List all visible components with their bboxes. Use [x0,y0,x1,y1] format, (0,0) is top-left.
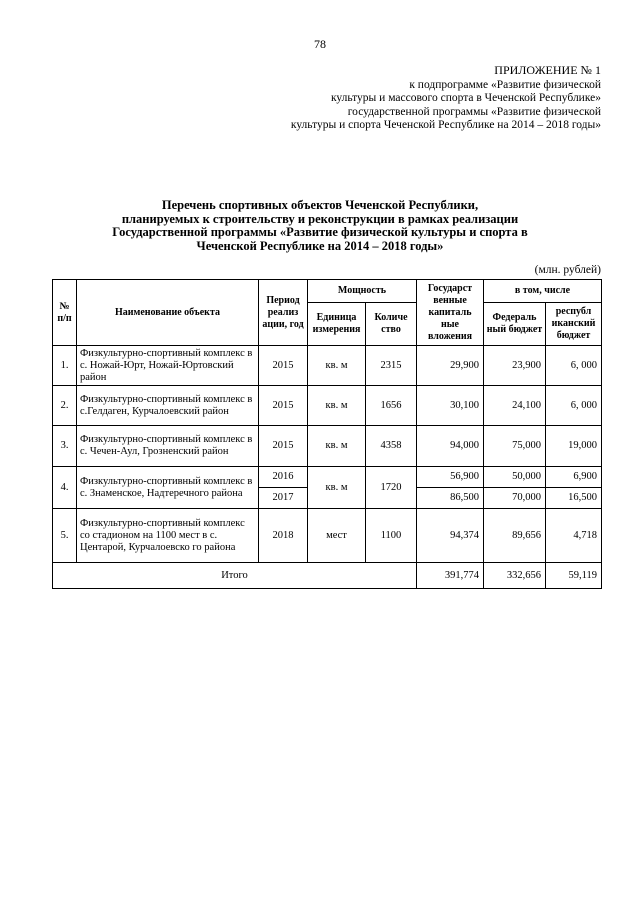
cell-period: 2015 [259,426,308,467]
cell-name: Физкультурно-спортивный комплекс в с. Ножай-Юрт, Ножай-Юртовский район [77,346,259,386]
table-row [53,426,602,467]
cell-name: Физкультурно-спортивный комплекс в с. Знаменское, Надтеречного района [77,467,259,509]
appendix-title: ПРИЛОЖЕНИЕ № 1 [494,63,601,77]
header-num: № п/п [53,280,77,346]
cell-republic: 4,718 [546,509,602,563]
cell-investment: 30,100 [417,386,484,426]
table-row [53,386,602,426]
appendix-line: культуры и спорта Чеченской Республике на 2014 – 2018 годы» [290,119,601,131]
cell-unit: мест [308,509,366,563]
header-name: Наименование объекта [77,280,259,346]
cell-qty: 1100 [366,509,417,563]
cell-period: 2018 [259,509,308,563]
objects-table [52,279,602,589]
units-label: (млн. рублей) [534,264,601,276]
cell-federal: 89,656 [484,509,546,563]
total-republic: 59,119 [546,563,602,589]
cell-unit: кв. м [308,386,366,426]
cell-num: 5. [53,509,77,563]
cell-republic: 6, 000 [546,346,602,386]
cell-federal: 70,000 [484,488,546,509]
header-period: Период реализ ации, год [259,280,308,346]
cell-federal: 75,000 [484,426,546,467]
total-row [53,563,602,589]
table-row [53,467,602,488]
page-number: 78 [314,37,326,51]
cell-unit: кв. м [308,426,366,467]
header-investment: Государст венные капиталь ные вложения [417,280,484,346]
appendix-block [291,64,601,133]
cell-qty: 4358 [366,426,417,467]
cell-qty: 1656 [366,386,417,426]
cell-unit: кв. м [308,467,366,509]
total-federal: 332,656 [484,563,546,589]
header-qty: Количе ство [366,303,417,346]
cell-num: 2. [53,386,77,426]
cell-period: 2017 [259,488,308,509]
appendix-line: культуры и массового спорта в Чеченской Республике» [330,92,601,104]
total-investment: 391,774 [417,563,484,589]
cell-qty: 2315 [366,346,417,386]
cell-name: Физкультурно-спортивный комплекс со стадионом на 1100 мест в с. Центарой, Курчалоевско го района [77,509,259,563]
title-line: Государственной программы «Развитие физической культуры и спорта в [112,225,528,239]
cell-qty: 1720 [366,467,417,509]
cell-num: 3. [53,426,77,467]
cell-federal: 24,100 [484,386,546,426]
cell-period: 2016 [259,467,308,488]
cell-republic: 6,900 [546,467,602,488]
title-line: планируемых к строительству и реконструкции в рамках реализации [121,211,519,226]
table-row [53,346,602,386]
cell-num: 4. [53,467,77,509]
cell-period: 2015 [259,386,308,426]
cell-federal: 50,000 [484,467,546,488]
cell-republic: 19,000 [546,426,602,467]
title-line: Перечень спортивных объектов Чеченской Республики, [161,198,479,212]
cell-investment: 56,900 [417,467,484,488]
cell-federal: 23,900 [484,346,546,386]
table-row [53,509,602,563]
cell-name: Физкультурно-спортивный комплекс в с.Гелдаген, Курчалоевский район [77,386,259,426]
cell-num: 1. [53,346,77,386]
cell-period: 2015 [259,346,308,386]
header-unit: Единица измерения [308,303,366,346]
header-capacity: Мощность [308,280,417,303]
appendix-line: к подпрограмме «Развитие физической [409,78,601,91]
cell-unit: кв. м [308,346,366,386]
cell-republic: 16,500 [546,488,602,509]
cell-republic: 6, 000 [546,386,602,426]
header-republic: республ иканский бюджет [546,303,602,346]
cell-investment: 94,000 [417,426,484,467]
cell-investment: 29,900 [417,346,484,386]
cell-name: Физкультурно-спортивный комплекс в с. Чечен-Аул, Грозненский район [77,426,259,467]
header-federal: Федераль ный бюджет [484,303,546,346]
cell-investment: 94,374 [417,509,484,563]
document-title [0,199,640,253]
title-line: Чеченской Республике на 2014 – 2018 годы» [196,238,444,253]
cell-investment: 86,500 [417,488,484,509]
total-label: Итого [53,563,417,589]
header-including: в том, числе [484,280,602,303]
appendix-line: государственной программы «Развитие физической [347,105,601,118]
